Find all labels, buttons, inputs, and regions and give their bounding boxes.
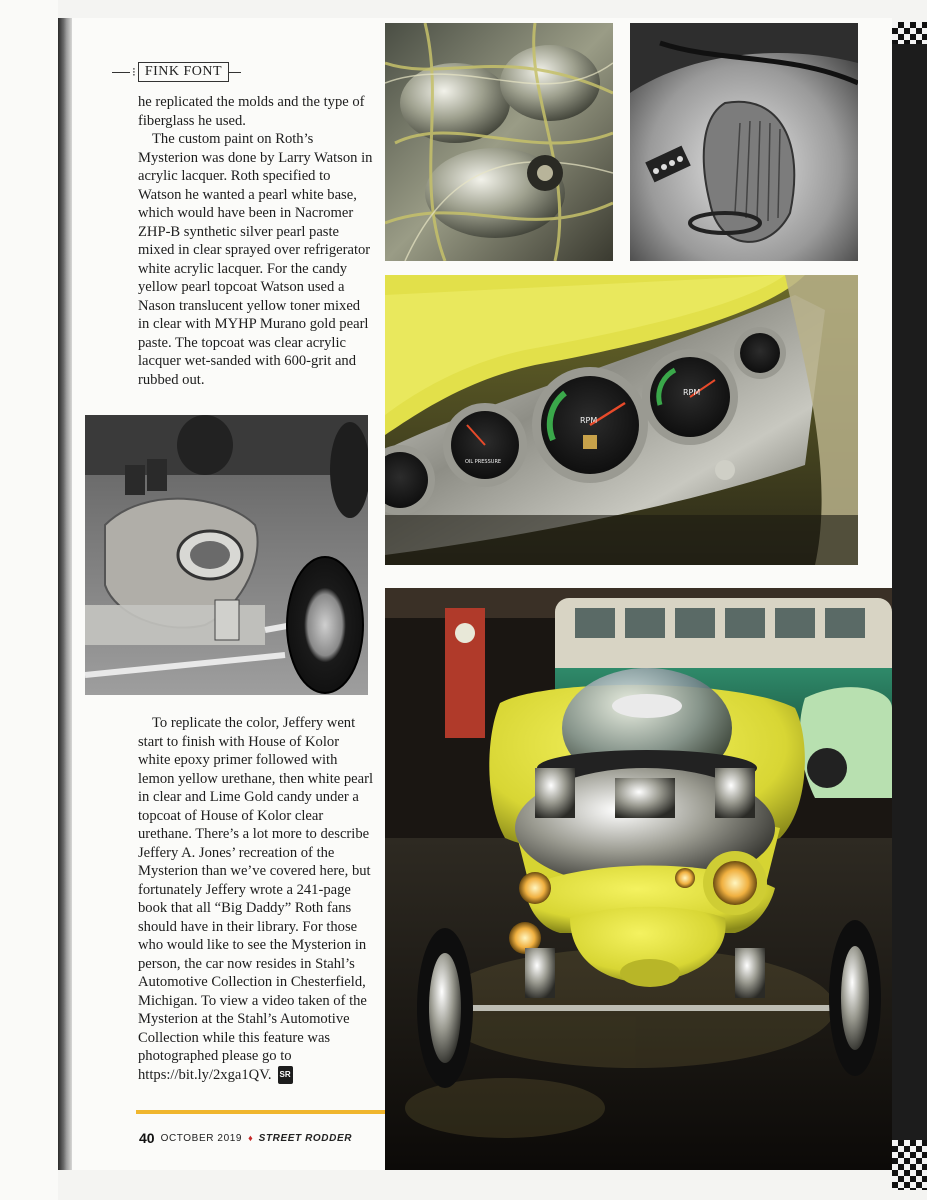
tag-rule-right — [229, 72, 241, 73]
issue-date: OCTOBER 2019 — [160, 1132, 243, 1144]
end-of-article-mark: SR — [278, 1066, 293, 1085]
adjacent-page-edge — [892, 30, 927, 1170]
paragraph-continued: he replicated the molds and the type of fiberglass he used. — [138, 94, 365, 129]
chassis-mockup-photo — [85, 415, 368, 695]
oil-pressure-gauge — [443, 403, 527, 487]
tach-label-text: RPM — [580, 416, 598, 425]
checker-pattern-top — [892, 22, 927, 44]
oil-label-text: OIL PRESSURE — [465, 459, 502, 465]
article-column-two — [138, 714, 374, 1084]
interior-seat-photo — [630, 23, 858, 261]
rpm-gauge-right — [642, 349, 738, 445]
small-gauge-right — [734, 327, 786, 379]
tachometer-gauge — [532, 367, 648, 483]
tag-rule-left — [112, 72, 130, 73]
section-tag-label: FINK FONT — [138, 62, 229, 82]
gold-accent-rule — [136, 1110, 388, 1114]
section-tag — [112, 62, 241, 82]
mysterion-car-photo — [385, 588, 892, 1170]
page-number: 40 — [139, 1130, 155, 1146]
scan-margin — [0, 0, 58, 1200]
tag-dots: ⁝ — [132, 65, 136, 79]
page-gutter-shadow — [58, 18, 72, 1170]
paragraph-replicate-color-text: To replicate the color, Jeffery went start to finish with House of Kolor white epoxy primer followed with lemon yellow urethane, then white pearl in clear and Lime Gold candy under a topcoat of House of Kolor clear urethane. There’s a lot more to describe Jeffery A. Jones’ recreation of the Mysterion than we’ve covered here, but fortunately Jeffery wrote a 241-page book that all “Big Daddy” Roth fans should have in their library. For those who would like to see the Mysterion in person, the car now resides in Stahl’s Automotive Collection in Chesterfield, Michigan. To view a video taken of the Mysterion at the Stahl’s Automotive Collection while this feature was photographed please go to https://bit.ly/2xga1QV. — [138, 715, 374, 1083]
checker-pattern-bottom — [892, 1140, 927, 1190]
paragraph-custom-paint: The custom paint on Roth’s Mysterion was done by Larry Watson in acrylic lacquer. Roth specified to Watson he wanted a pearl white base, which would have been in Nacromer ZHP-B synthetic silver pearl paste mixed in clear sprayed over refrigerator white acrylic lacquer. For the candy yellow pearl topcoat Watson used a Nason translucent yellow toner mixed in clear with MYHP Murano gold pearl paste. The topcoat was clear acrylic lacquer wet-sanded with 600-grit and rubbed out. — [138, 131, 373, 388]
article-column-one — [138, 93, 374, 389]
engine-closeup-photo — [385, 23, 613, 261]
paragraph-replicate-color — [138, 714, 374, 1084]
speedo-label-text: RPM — [683, 388, 701, 397]
page-footer — [139, 1130, 352, 1146]
separator-diamond: ♦ — [248, 1133, 253, 1143]
magazine-name: STREET RODDER — [258, 1132, 353, 1144]
dashboard-gauges-photo — [385, 275, 858, 565]
